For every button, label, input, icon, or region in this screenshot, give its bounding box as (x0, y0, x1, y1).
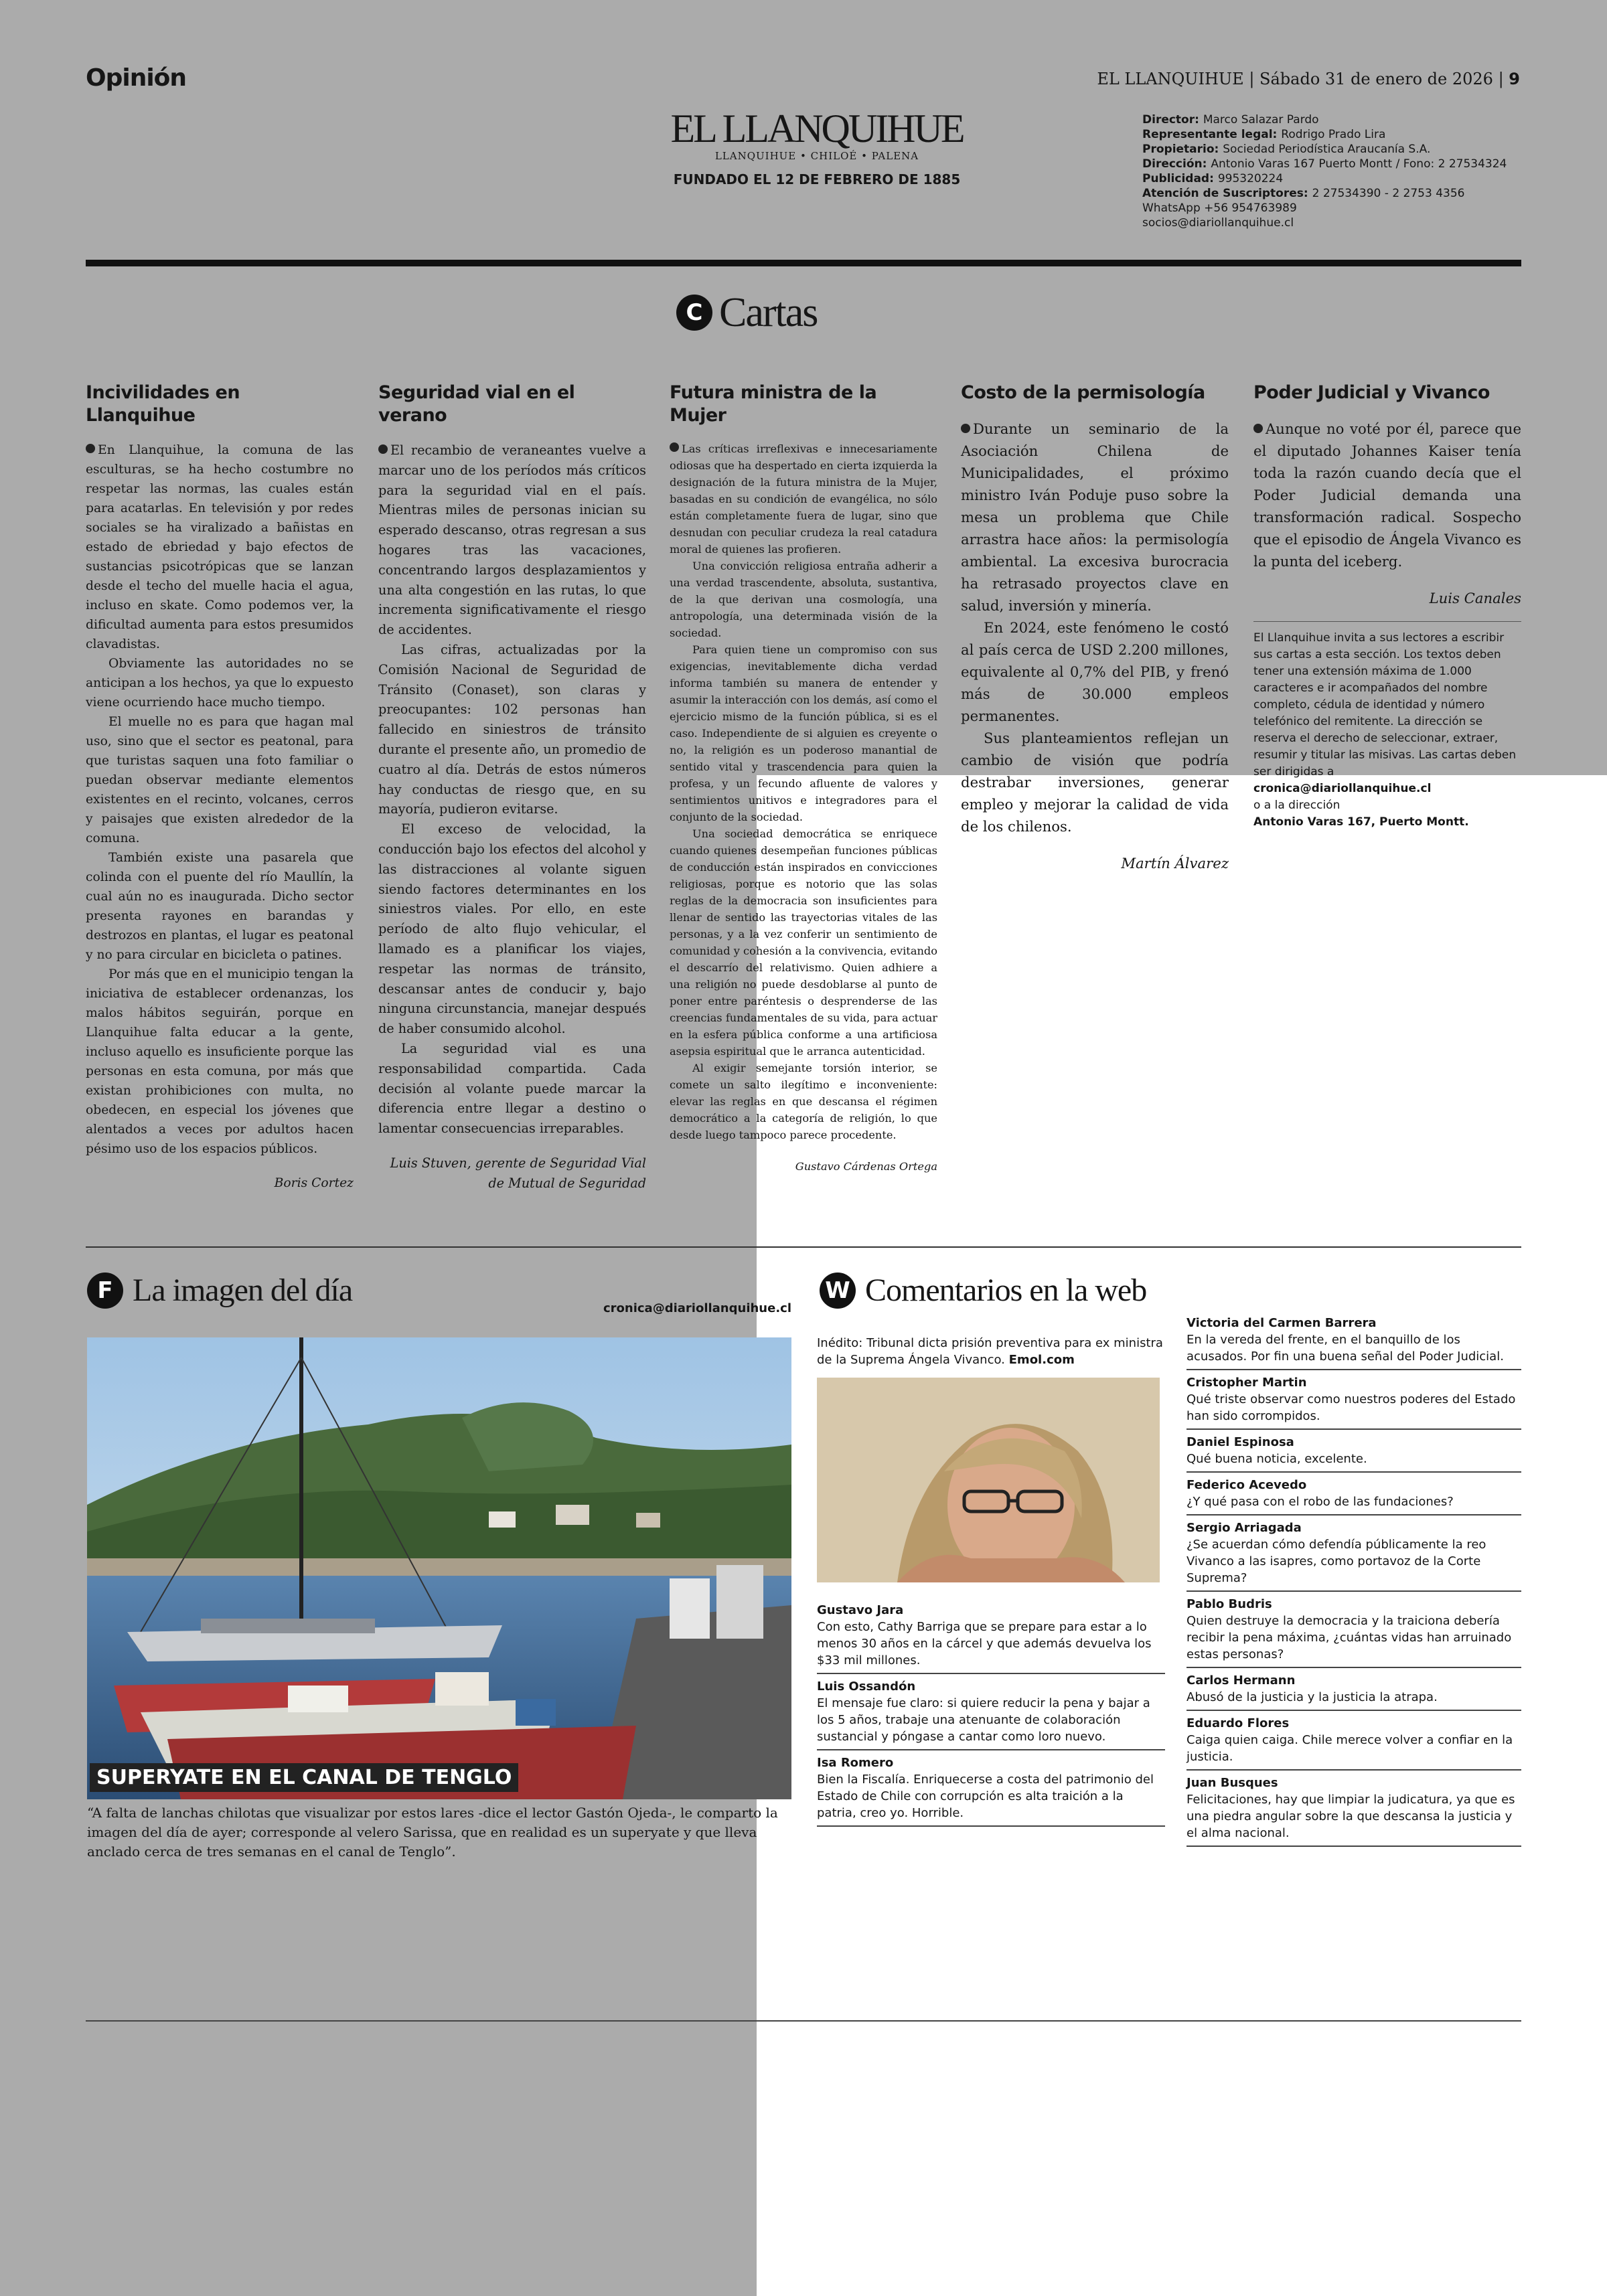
comment-author: Gustavo Jara (817, 1603, 904, 1617)
web-comment (1187, 1671, 1521, 1711)
imagen-header (87, 1272, 352, 1309)
cartas-column-4 (961, 382, 1229, 886)
comment-author: Daniel Espinosa (1187, 1435, 1294, 1449)
web-headline-text: Inédito: Tribunal dicta prisión preventiva para ex ministra de la Suprema Ángela Vivanco. (817, 1336, 1163, 1367)
bullet-icon (1253, 424, 1263, 433)
staff-value: 995320224 (1217, 172, 1284, 185)
letter-paragraph (670, 641, 937, 825)
invite-address: Antonio Varas 167, Puerto Montt. (1253, 815, 1469, 829)
staff-line (1142, 112, 1531, 127)
letter-title: Incivilidades en Llanquihue (86, 382, 240, 426)
letter-signature: Martín Álvarez (1121, 855, 1229, 872)
letter-text: El recambio de veraneantes vuelve a marcar uno de los períodos más críticos para la seguridad vial en el país. Mientras miles de personas inician su esperado descanso, otras regresan a sus hogares tras las vacaciones, concentrando largos desplazamientos y una alta congestión en las rutas, lo que incrementa significativamente el riesgo de accidentes. (378, 442, 646, 638)
comment-text: Qué triste observar como nuestros poderes del Estado han sido corrompidos. (1187, 1392, 1516, 1423)
comment-text: Bien la Fiscalía. Enriquecerse a costa del patrimonio del Estado de Chile con corrupción es alta traición a la patria, creo yo. Horrible. (817, 1773, 1154, 1820)
comment-author: Eduardo Flores (1187, 1716, 1290, 1730)
letter-paragraph (961, 418, 1229, 617)
comment-author: Sergio Arriagada (1187, 1521, 1302, 1535)
letter-text: El muelle no es para que hagan mal uso, sino que el sector es peatonal, para que turistas saquen una foto familiar o puedan observar mediante elementos existentes en el recinto, volcanes, cerros y paisajes que existen alrededor de la comuna. (86, 715, 354, 845)
comment-text: ¿Y qué pasa con el robo de las fundaciones? (1187, 1495, 1454, 1509)
letter (670, 382, 937, 1175)
comment-text: Caiga quien caiga. Chile merece volver a confiar en la justicia. (1187, 1733, 1513, 1764)
web-comment (1187, 1475, 1521, 1515)
cartas-badge: C (676, 295, 712, 331)
staff-value: WhatsApp +56 954763989 (1142, 201, 1297, 215)
superyacht-photo (87, 1337, 791, 1799)
comment-text: Qué buena noticia, excelente. (1187, 1452, 1367, 1466)
web-comment (1187, 1594, 1521, 1668)
staff-label: Representante legal: (1142, 128, 1282, 141)
letter-signature: Boris Cortez (274, 1176, 354, 1190)
imagen-title: La imagen del día (133, 1273, 353, 1308)
staff-line (1142, 201, 1531, 216)
letter-paragraph (961, 617, 1229, 727)
letter-paragraph (86, 848, 354, 965)
letter (961, 382, 1229, 874)
masthead-subtitle: LLANQUIHUE • CHILOÉ • PALENA (714, 150, 919, 162)
invite-or: o a la dirección (1253, 799, 1341, 812)
comment-author: Victoria del Carmen Barrera (1187, 1316, 1377, 1330)
web-comment (817, 1601, 1165, 1674)
web-header (820, 1272, 1146, 1309)
letter-text: Para quien tiene un compromiso con sus exigencias, inevitablemente dicha verdad informa también su manera de entender y asumir la interacción con los demás, así como el ejercicio mismo de la función pública, si es el caso. Independiente de si alguien es creyente o no, la religión es un poderoso manantial de sentido vital y trascendencia para quien la profesa, y un fecundo afluente de valores y sentimientos unitivos e integradores para el conjunto de la sociedad. (670, 643, 937, 823)
letter-paragraph (670, 440, 937, 558)
letter-text: Las cifras, actualizadas por la Comisión Nacional de Seguridad de Tránsito (Conaset), son claras y preocupantes: 102 personas han fallecido en siniestros de tránsito durante el presente año, un promedio de cuatro al día. Detrás de estos números hay conductas de riesgo que, en su mayoría, pudieron evitarse. (378, 641, 646, 817)
cartas-column-1 (86, 382, 354, 1205)
staff-value: 2 27534390 - 2 2753 4356 (1312, 187, 1465, 200)
vivanco-portrait (817, 1378, 1160, 1582)
comment-author: Luis Ossandón (817, 1679, 916, 1694)
bullet-icon (961, 424, 970, 433)
page-number: 9 (1509, 70, 1520, 88)
letter-text: Una convicción religiosa entraña adherir a una verdad trascendente, absoluta, sustantiva, de la que derivan una cosmología, una antropología, una determinada visión de la sociedad. (670, 560, 937, 639)
web-comment (1187, 1313, 1521, 1370)
masthead (629, 108, 1004, 187)
staff-value: Rodrigo Prado Lira (1281, 128, 1386, 141)
web-badge: W (820, 1273, 856, 1309)
comment-author: Federico Acevedo (1187, 1478, 1307, 1492)
cartas-title: Cartas (719, 289, 818, 335)
comment-author: Juan Busques (1187, 1776, 1278, 1790)
letter-title: Futura ministra de la Mujer (670, 382, 877, 426)
cartas-column-3 (670, 382, 937, 1187)
letter-paragraph (378, 1039, 646, 1139)
letter-text: Las críticas irreflexivas e innecesariamente odiosas que ha despertado en cierta izquierda la designación de la futura ministra de la Mujer, basadas en su condición de evangélica, no sólo están completamente fuera de lugar, sino que desnudan con peculiar crudeza la real catadura moral de quienes las profieren. (670, 442, 937, 556)
web-comments-list-1 (817, 1601, 1165, 1827)
comment-text: Abusó de la justicia y la justicia la atrapa. (1187, 1690, 1438, 1704)
photo-description: “A falta de lanchas chilotas que visualizar por estos lares -dice el lector Gastón Ojeda-, le comparto la imagen del día de ayer; corresponde al velero Sarissa, que en realidad es un superyate y que lleva anclado cerca de tres semanas en el canal de Tenglo”. (87, 1805, 778, 1860)
letter-paragraph (378, 440, 646, 640)
staff-line (1142, 186, 1531, 201)
staff-line (1142, 157, 1531, 171)
top-rule (86, 260, 1521, 266)
comment-author: Carlos Hermann (1187, 1673, 1296, 1688)
letter-text: Una sociedad democrática se enriquece cuando quienes desempeñan funciones públicas de conducción están inspirados en convicciones religiosas, porque es notorio que las solas reglas de la democracia son insuficientes para llenar de sentido las trayectorias vitales de las personas, y a la vez conferir un sentimiento de comunidad y cohesión a la convivencia, evitando el descarrío del relativismo. Quien adhiere a una religión no puede desdoblarse al punto de poner entre paréntesis o desprenderse de las creencias fundamentales de su vida, para actuar en la esfera pública conforme a una artificiosa asepsia espiritual que le arranca autenticidad. (670, 827, 937, 1058)
staff-value: Marco Salazar Pardo (1203, 113, 1319, 127)
web-title: Comentarios en la web (865, 1273, 1147, 1308)
comment-text: El mensaje fue claro: si quiere reducir la pena y bajar a los 5 años, trabaje una atenuante de colaboración sustancial y póngase a cantar como loro nuevo. (817, 1696, 1150, 1744)
letter-signature: Luis Stuven, gerente de Seguridad Vial de Mutual de Seguridad (390, 1155, 646, 1191)
web-comment (1187, 1432, 1521, 1473)
letter-signature: Gustavo Cárdenas Ortega (795, 1160, 937, 1173)
cartas-invite (1253, 621, 1521, 831)
staff-label: Publicidad: (1142, 172, 1218, 185)
comment-text: ¿Se acuerdan cómo defendía públicamente la reo Vivanco a las isapres, como portavoz de la Corte Suprema? (1187, 1538, 1486, 1585)
comment-text: Felicitaciones, hay que limpiar la judicatura, ya que es una piedra angular sobre la que descansa la justicia y el alma nacional. (1187, 1793, 1515, 1840)
letter-paragraph (670, 825, 937, 1060)
web-comment (817, 1677, 1165, 1750)
staff-line (1142, 142, 1531, 157)
staff-line (1142, 171, 1531, 186)
issue-date: Sábado 31 de enero de 2026 (1259, 70, 1493, 88)
letter-paragraph (86, 654, 354, 712)
web-comment (1187, 1518, 1521, 1592)
imagen-badge: F (87, 1273, 123, 1309)
comment-author: Cristopher Martin (1187, 1376, 1307, 1390)
cartas-column-2 (378, 382, 646, 1205)
comment-text: En la vereda del frente, en el banquillo de los acusados. Por fin una buena señal del Poder Judicial. (1187, 1333, 1504, 1364)
letter-paragraph (670, 1060, 937, 1143)
staff-label: Atención de Suscriptores: (1142, 187, 1312, 200)
cartas-header (676, 289, 817, 336)
web-comments-list-2 (1187, 1313, 1521, 1850)
cartas-column-5 (1253, 382, 1521, 831)
imagen-email[interactable]: cronica@diariollanquihue.cl (603, 1301, 791, 1315)
invite-email[interactable]: cronica@diariollanquihue.cl (1253, 782, 1432, 795)
middle-rule (86, 1246, 1521, 1248)
comment-author: Pablo Budris (1187, 1597, 1272, 1611)
letter-title: Seguridad vial en el verano (378, 382, 575, 426)
letter-paragraph (670, 558, 937, 641)
bullet-icon (86, 444, 95, 453)
letter-text: La seguridad vial es una responsabilidad compartida. Cada decisión al volante puede marcar la diferencia entre llegar a destino o lamentar consecuencias irreparables. (378, 1040, 646, 1137)
letter-text: Durante un seminario de la Asociación Chilena de Municipalidades, el próximo ministro Iván Poduje puso sobre la mesa un problema que Chile arrastra hace años: la permisología ambiental. La excesiva burocracia ha retrasado proyectos clave en salud, inversión y minería. (961, 420, 1229, 614)
section-label: Opinión (86, 64, 187, 92)
web-comment (1187, 1773, 1521, 1847)
staff-value: socios@diariollanquihue.cl (1142, 216, 1294, 230)
letter-paragraph (1253, 418, 1521, 572)
letter (1253, 382, 1521, 609)
letter-text: Obviamente las autoridades no se anticipan a los hechos, ya que lo expuesto viene ocurriendo hace mucho tiempo. (86, 657, 354, 710)
letter-signature: Luis Canales (1429, 590, 1521, 606)
comment-author: Isa Romero (817, 1756, 894, 1770)
founded-line: FUNDADO EL 12 DE FEBRERO DE 1885 (673, 171, 961, 187)
staff-line (1142, 127, 1531, 142)
letter-text: Al exigir semejante torsión interior, se comete un salto ilegítimo e inconveniente: elevar las reglas en que descansa el régimen democrático a la categoría de religión, lo que desde luego tampoco parece procedente. (670, 1062, 937, 1141)
letter-text: Por más que en el municipio tengan la iniciativa de establecer ordenanzas, los malos hábitos seguirán, porque en Llanquihue falta educar a la gente, incluso aquello es insuficiente porque las personas en esta comuna, por más que existan prohibiciones con multa, no obedecen, en especial los jóvenes que alentados a veces por adultos hacen pésimo uso de los espacios públicos. (86, 967, 354, 1156)
letter-paragraph (86, 712, 354, 848)
staff-value: Sociedad Periodística Araucanía S.A. (1223, 143, 1431, 156)
web-source[interactable]: Emol.com (1008, 1353, 1075, 1367)
letter-paragraph (961, 727, 1229, 837)
letter-text: También existe una pasarela que colinda con el puente del río Maullín, la cual aún no es inaugurada. Dicho sector presenta rayones en barandas y destrozos en plantas, el lugar es peatonal y no para circular en bicicleta o patines. (86, 851, 354, 962)
invite-text: El Llanquihue invita a sus lectores a escribir sus cartas a esta sección. Los textos deben tener una extensión máxima de 1.000 caracteres e ir acompañados del nombre completo, cédula de identidad y número telefónico del remitente. La dirección se reserva el derecho de seleccionar, extraer, resumir y titular las misivas. Las cartas deben ser dirigidas a (1253, 631, 1517, 778)
web-column-1 (817, 1335, 1165, 1829)
web-headline (817, 1335, 1165, 1368)
bottom-rule (86, 2020, 1521, 2022)
page-info: EL LLANQUIHUE | Sábado 31 de enero de 2026 | 9 (1097, 70, 1520, 88)
web-comment (1187, 1373, 1521, 1430)
letter (378, 382, 646, 1193)
letter-text: En Llanquihue, la comuna de las esculturas, se ha hecho costumbre no respetar las normas, las cuales están para acatarlas. En televisión y por redes sociales se ha viralizado a bañistas en estado de ebriedad y bajo efectos de sustancias psicotrópicas que se lanzan desde el techo del muelle hacia el agua, incluso en skate. Como podemos ver, la dificultad aumenta para estos presumidos clavadistas. (86, 443, 354, 651)
letter (86, 382, 354, 1193)
staff-box (1142, 112, 1531, 230)
letter-text: El exceso de velocidad, la conducción bajo los efectos del alcohol y las distracciones al volante siguen siendo factores determinantes en los siniestros viales. Por ello, en este período de alto flujo vehicular, el llamado es a planificar los viajes, respetar las normas de tránsito, descansar antes de conducir y, bajo ninguna circunstancia, manejar después de haber consumido alcohol. (378, 821, 646, 1037)
bullet-icon (378, 444, 388, 454)
letter-text: Sus planteamientos reflejan un cambio de visión que podría destrabar inversiones, generar empleo y mejorar la calidad de vida de los chilenos. (961, 730, 1229, 835)
letter-text: Aunque no voté por él, parece que el diputado Johannes Kaiser tenía toda la razón cuando decía que el Poder Judicial demanda una transformación radical. Sospecho que el episodio de Ángela Vivanco es la punta del iceberg. (1253, 420, 1521, 570)
letter-paragraph (86, 440, 354, 654)
web-comment (817, 1753, 1165, 1827)
letter-paragraph (86, 965, 354, 1159)
photo-caption: SUPERYATE EN EL CANAL DE TENGLO (90, 1763, 518, 1792)
letter-paragraph (378, 640, 646, 819)
letter-text: En 2024, este fenómeno le costó al país cerca de USD 2.200 millones, equivalente al 0,7% del PIB, y frenó más de 30.000 empleos permanentes. (961, 619, 1229, 724)
staff-label: Director: (1142, 113, 1203, 127)
bullet-icon (670, 442, 679, 452)
comment-text: Quien destruye la democracia y la traiciona debería recibir la pena máxima, ¿cuántas vidas han arruinado estas personas? (1187, 1614, 1512, 1661)
letter-title: Poder Judicial y Vivanco (1253, 382, 1490, 403)
masthead-title: EL LLANQUIHUE (670, 106, 964, 151)
letter-title: Costo de la permisología (961, 382, 1205, 403)
photo-illustration (87, 1337, 791, 1799)
staff-value: Antonio Varas 167 Puerto Montt / Fono: 2 27534324 (1211, 157, 1507, 171)
staff-label: Propietario: (1142, 143, 1223, 156)
staff-line (1142, 216, 1531, 230)
comment-text: Con esto, Cathy Barriga que se prepare para estar a lo menos 30 años en la cárcel y que además devuelva los $33 mil millones. (817, 1620, 1152, 1667)
staff-label: Dirección: (1142, 157, 1211, 171)
paper-name: EL LLANQUIHUE (1097, 70, 1244, 88)
letter-paragraph (378, 819, 646, 1039)
web-comment (1187, 1714, 1521, 1771)
